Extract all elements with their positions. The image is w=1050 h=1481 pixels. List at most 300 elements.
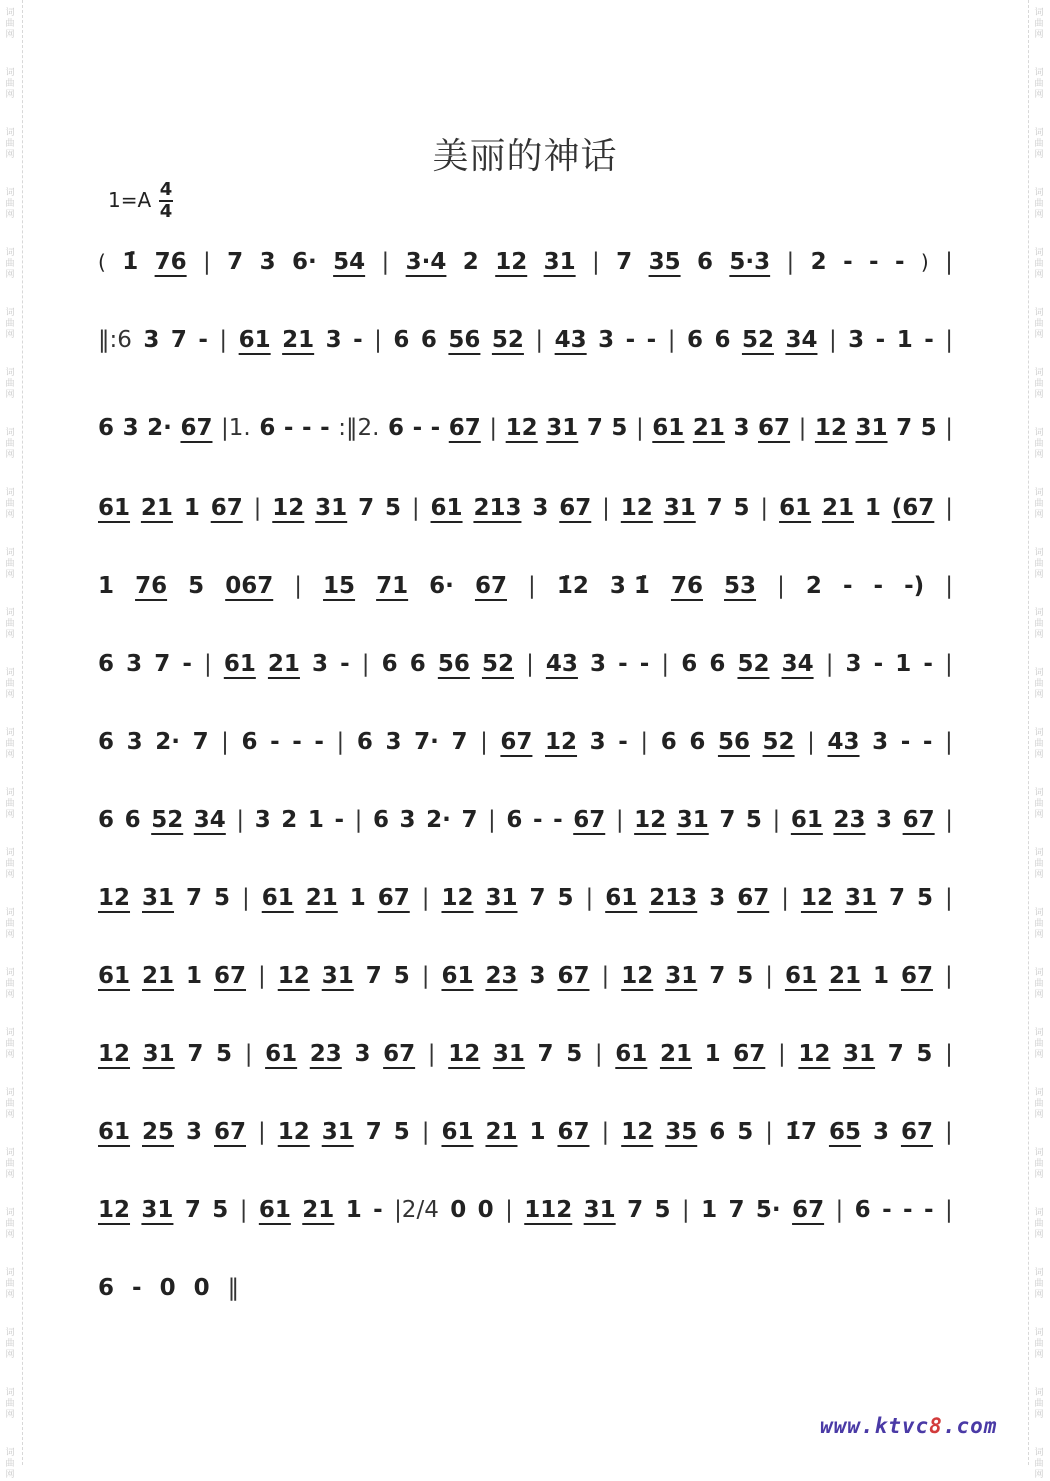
barline: | (239, 1197, 248, 1223)
margin-watermark-glyph: 曲 (1034, 379, 1044, 389)
margin-watermark-glyph: 网 (5, 1290, 15, 1300)
note-token: 5 (654, 1197, 671, 1223)
note-token: 61 (779, 495, 812, 521)
margin-watermark-glyph: 网 (1034, 210, 1044, 220)
note-token: - (842, 573, 853, 599)
margin-watermark-glyph: 网 (1034, 1410, 1044, 1420)
margin-watermark-glyph: 网 (5, 1170, 15, 1180)
note-token: 6 (420, 327, 437, 353)
note-token: 31 (546, 415, 579, 441)
time-signature (158, 180, 174, 222)
note-token: - (873, 651, 884, 677)
note-token: 5 (611, 415, 628, 441)
barline: | (528, 573, 536, 599)
note-token: 54 (333, 249, 366, 275)
note-token: 67 (448, 415, 481, 441)
margin-watermark-glyph: 网 (1034, 450, 1044, 460)
margin-watermark-glyph: 网 (5, 510, 15, 520)
note-token: 5 (916, 1041, 933, 1067)
note-token: - (843, 249, 853, 275)
margin-watermark-glyph: 网 (5, 1050, 15, 1060)
margin-watermark-glyph: 词 (1034, 1448, 1044, 1458)
note-token: 12 (621, 1119, 654, 1145)
margin-watermark-glyph: 曲 (1034, 619, 1044, 629)
barline: | (807, 729, 815, 755)
note-token: 1̇2 (556, 573, 589, 599)
note-token: (67 (891, 495, 935, 521)
note-token: 3 (385, 729, 402, 755)
margin-watermark-glyph: 词 (1034, 548, 1044, 558)
notation-line-13 (98, 1190, 953, 1230)
note-token: 3 (399, 807, 416, 833)
note-token: - (302, 415, 312, 441)
note-token: 6 (387, 415, 404, 441)
note-token: 3 (598, 327, 615, 353)
note-token: 31 (142, 1041, 175, 1067)
notation-line-5 (98, 566, 953, 606)
margin-watermark-glyph: 网 (5, 30, 15, 40)
margin-watermark-glyph: 网 (5, 390, 15, 400)
margin-watermark-glyph: 词 (1034, 488, 1044, 498)
margin-watermark-glyph: 网 (1034, 390, 1044, 400)
note-token: 67 (573, 807, 606, 833)
barline: | (336, 729, 345, 755)
barline: | (381, 249, 390, 275)
barline: | (786, 249, 795, 275)
note-token: 61 (790, 807, 823, 833)
notation-line-6 (98, 644, 953, 684)
note-token: - (639, 651, 650, 677)
note-token: 5 (737, 1119, 754, 1145)
barline: | (945, 729, 953, 755)
note-token: 43 (545, 651, 578, 677)
note-token: 12 (277, 1119, 310, 1145)
note-token: 61 (784, 963, 817, 989)
note-token: 31 (321, 963, 354, 989)
note-token: 61 (430, 495, 463, 521)
margin-watermark-glyph: 网 (5, 270, 15, 280)
note-token: 7 (461, 807, 478, 833)
note-token: - (618, 729, 628, 755)
margin-watermark-glyph: 曲 (1034, 739, 1044, 749)
margin-watermark-glyph: 曲 (1034, 1039, 1044, 1049)
barline: | (480, 729, 488, 755)
margin-watermark-glyph: 词 (5, 1328, 15, 1338)
margin-watermark-glyph: 曲 (5, 1099, 15, 1109)
note-token: 6 (714, 327, 731, 353)
note-token: 7 (719, 807, 736, 833)
note-token: - (314, 729, 324, 755)
margin-watermark-glyph: 网 (5, 90, 15, 100)
note-token: 6 (689, 729, 706, 755)
barline: ‖:6 (98, 327, 132, 353)
note-token: 3 (872, 1119, 889, 1145)
note-token: 12 (634, 807, 667, 833)
note-token: 6 (259, 415, 276, 441)
margin-watermark-glyph: 曲 (1034, 319, 1044, 329)
note-token: 53 (724, 573, 757, 599)
margin-watermark-glyph: 曲 (5, 859, 15, 869)
note-token: 67 (559, 495, 592, 521)
margin-watermark-glyph: 词 (5, 128, 15, 138)
note-token: - (334, 807, 345, 833)
note-token: 5 (920, 415, 937, 441)
margin-watermark-glyph: 曲 (1034, 1219, 1044, 1229)
note-token: 52 (741, 327, 774, 353)
margin-watermark-glyph: 词 (5, 188, 15, 198)
barline: |1. (221, 415, 251, 441)
note-token: 7 (896, 415, 913, 441)
note-token: 6 (124, 807, 141, 833)
barline: | (526, 651, 534, 677)
note-token: 71 (376, 573, 409, 599)
note-token: 56 (448, 327, 481, 353)
note-token: 3·4 (405, 249, 447, 275)
margin-watermark-glyph: 网 (1034, 1350, 1044, 1360)
note-token: 12 (98, 1041, 131, 1067)
note-token: 7 (537, 1041, 554, 1067)
note-token: 6 (241, 729, 258, 755)
margin-watermark-glyph: 网 (5, 1350, 15, 1360)
margin-watermark-glyph: 词 (1034, 728, 1044, 738)
note-token: 3 (872, 729, 889, 755)
margin-watermark-glyph: 词 (5, 1388, 15, 1398)
margin-watermark-glyph: 网 (1034, 1110, 1044, 1120)
note-token: 1 (704, 1041, 721, 1067)
barline: | (777, 1041, 786, 1067)
note-token: -) (904, 573, 925, 599)
margin-watermark-glyph: 网 (5, 570, 15, 580)
margin-watermark-glyph: 词 (5, 728, 15, 738)
note-token: - (412, 415, 423, 441)
margin-watermark-glyph: 曲 (5, 379, 15, 389)
margin-watermark-glyph: 网 (5, 990, 15, 1000)
barline: | (253, 495, 262, 521)
barline: | (361, 651, 370, 677)
barline: | (203, 651, 212, 677)
margin-watermark-glyph: 曲 (1034, 979, 1044, 989)
barline: | (585, 885, 594, 911)
note-token: 6 (506, 807, 523, 833)
note-token: 52 (491, 327, 524, 353)
note-token: 1 (349, 885, 366, 911)
margin-watermark-glyph: 曲 (5, 139, 15, 149)
note-token: - (923, 651, 933, 677)
barline: | (661, 651, 670, 677)
margin-watermark-glyph: 词 (1034, 1328, 1044, 1338)
margin-watermark-glyph: 网 (1034, 570, 1044, 580)
note-token: 31 (843, 1041, 876, 1067)
margin-watermark-glyph: 网 (1034, 1290, 1044, 1300)
margin-watermark-glyph: 词 (5, 908, 15, 918)
note-token: 61 (98, 1119, 131, 1145)
margin-watermark-glyph: 词 (5, 8, 15, 18)
margin-watermark-glyph: 词 (1034, 8, 1044, 18)
note-token: 67 (900, 1119, 933, 1145)
note-token: 0 (193, 1275, 210, 1301)
margin-watermark-glyph: 词 (1034, 428, 1044, 438)
note-token: 5 (393, 1119, 410, 1145)
note-token: 67 (474, 573, 507, 599)
margin-watermark-glyph: 网 (5, 630, 15, 640)
margin-watermark-glyph: 词 (1034, 968, 1044, 978)
note-token: 3 (845, 651, 862, 677)
note-token: 2· (155, 729, 180, 755)
barline: | (236, 807, 245, 833)
note-token: - (353, 327, 363, 353)
note-token: 67 (180, 415, 213, 441)
note-token: 56 (437, 651, 470, 677)
note-token: - (553, 807, 563, 833)
margin-watermark-glyph: 曲 (5, 499, 15, 509)
note-token: ) (920, 250, 929, 274)
note-token: 61 (223, 651, 256, 677)
margin-watermark-glyph: 词 (5, 548, 15, 558)
note-token: 6 (393, 327, 410, 353)
note-token: 67 (383, 1041, 416, 1067)
note-token: 5 (566, 1041, 583, 1067)
barline: | (835, 1197, 844, 1223)
margin-watermark-glyph: 曲 (1034, 499, 1044, 509)
note-token: 61 (261, 885, 294, 911)
note-token: 43 (554, 327, 587, 353)
note-token: 3 (126, 651, 143, 677)
margin-watermark-glyph: 曲 (5, 619, 15, 629)
note-token: 67 (737, 885, 770, 911)
note-token: 21 (305, 885, 338, 911)
note-token: 76 (670, 573, 703, 599)
margin-watermark-glyph: 词 (5, 1268, 15, 1278)
barline: | (765, 963, 773, 989)
note-token: 31 (855, 415, 888, 441)
note-token: 61 (258, 1197, 291, 1223)
note-token: 67 (792, 1197, 825, 1223)
note-token: 12 (441, 885, 474, 911)
note-token: 31 (485, 885, 518, 911)
note-token: 1 (307, 807, 324, 833)
margin-watermark-glyph: 曲 (1034, 199, 1044, 209)
margin-watermark-glyph: 曲 (5, 259, 15, 269)
time-signature-top: 4 (159, 179, 173, 200)
note-token: - (182, 651, 192, 677)
note-token: 0 (450, 1197, 467, 1223)
left-margin-watermark-strip (0, 0, 23, 1480)
note-token: 12 (800, 885, 833, 911)
note-token: 7 (154, 651, 171, 677)
barline: | (615, 807, 624, 833)
note-token: 12 (272, 495, 305, 521)
note-token: 76 (154, 249, 187, 275)
margin-watermark-glyph: 曲 (5, 1279, 15, 1289)
note-token: 12 (277, 963, 310, 989)
notation-line-9 (98, 878, 953, 918)
note-token: 5 (216, 1041, 233, 1067)
margin-watermark-glyph: 网 (1034, 330, 1044, 340)
note-token: 31 (315, 495, 348, 521)
note-token: 6 (98, 415, 115, 441)
note-token: 1 (872, 963, 889, 989)
margin-watermark-glyph: 网 (1034, 1230, 1044, 1240)
margin-watermark-glyph: 词 (1034, 1148, 1044, 1158)
barline: | (825, 651, 834, 677)
margin-watermark-glyph: 网 (5, 1230, 15, 1240)
note-token: 7 (887, 1041, 904, 1067)
barline: | (640, 729, 649, 755)
note-token: 7 (616, 249, 633, 275)
margin-watermark-glyph: 网 (1034, 150, 1044, 160)
note-token: 12 (495, 249, 528, 275)
margin-watermark-glyph: 曲 (5, 1399, 15, 1409)
note-token: 34 (193, 807, 226, 833)
note-token: 21 (821, 495, 854, 521)
note-token: - (873, 573, 884, 599)
note-token: 7 (709, 963, 726, 989)
margin-watermark-glyph: 网 (5, 1410, 15, 1420)
note-token: 5 (737, 963, 754, 989)
barline: | (221, 729, 229, 755)
note-token: - (292, 729, 302, 755)
note-token: 67 (733, 1041, 766, 1067)
note-token: 52 (151, 807, 184, 833)
margin-watermark-glyph: 曲 (5, 319, 15, 329)
note-token: 5 (214, 885, 231, 911)
barline: | (945, 415, 953, 441)
note-token: 3 (122, 415, 139, 441)
note-token: 25 (142, 1119, 175, 1145)
margin-watermark-glyph: 词 (1034, 908, 1044, 918)
site-watermark-accent: 8 (929, 1414, 943, 1438)
note-token: - (132, 1275, 142, 1301)
note-token: - (922, 729, 933, 755)
margin-watermark-glyph: 词 (1034, 1388, 1044, 1398)
note-token: 3 (590, 651, 607, 677)
barline: | (760, 495, 769, 521)
margin-watermark-glyph: 网 (5, 450, 15, 460)
barline: | (219, 327, 228, 353)
margin-watermark-glyph: 网 (1034, 750, 1044, 760)
barline: |2/4 (394, 1197, 439, 1223)
note-token: 67 (377, 885, 410, 911)
note-token: 34 (781, 651, 814, 677)
margin-watermark-glyph: 词 (5, 1208, 15, 1218)
margin-watermark-glyph: 网 (1034, 1050, 1044, 1060)
note-token: 67 (214, 1119, 247, 1145)
note-token: 6 (98, 651, 115, 677)
margin-watermark-glyph: 曲 (5, 79, 15, 89)
margin-watermark-glyph: 曲 (1034, 799, 1044, 809)
note-token: 3 (312, 651, 329, 677)
margin-watermark-glyph: 网 (5, 210, 15, 220)
note-token: 67 (500, 729, 533, 755)
note-token: 5· (755, 1197, 781, 1223)
note-token: - (646, 327, 657, 353)
note-token: 21 (302, 1197, 335, 1223)
barline: | (411, 495, 420, 521)
note-token: - (625, 327, 636, 353)
note-token: 43 (827, 729, 860, 755)
note-token: 61 (441, 1119, 474, 1145)
note-token: 6 (681, 651, 698, 677)
note-token: 067 (225, 573, 274, 599)
site-watermark-suffix: .com (942, 1414, 998, 1438)
note-token: - (894, 249, 905, 275)
barline: | (944, 885, 953, 911)
margin-watermark-glyph: 词 (5, 1148, 15, 1158)
note-token: 12 (620, 495, 653, 521)
note-token: 3 (876, 807, 893, 833)
notation-line-7 (98, 722, 953, 762)
margin-watermark-glyph: 网 (1034, 270, 1044, 280)
margin-watermark-glyph: 词 (1034, 188, 1044, 198)
note-token: 7 (192, 729, 209, 755)
note-token: 6 (854, 1197, 871, 1223)
margin-watermark-glyph: 曲 (5, 799, 15, 809)
barline: | (258, 1119, 266, 1145)
margin-watermark-glyph: 词 (1034, 368, 1044, 378)
note-token: 7 (888, 885, 905, 911)
note-token: - (900, 729, 911, 755)
margin-watermark-glyph: 曲 (5, 1159, 15, 1169)
barline: | (489, 415, 498, 441)
note-token: - (882, 1197, 892, 1223)
note-token: 6 (686, 327, 703, 353)
note-token: 3 (126, 729, 143, 755)
note-token: 67 (214, 963, 247, 989)
note-token: 3 (259, 249, 276, 275)
margin-watermark-glyph: 曲 (1034, 439, 1044, 449)
margin-watermark-glyph: 词 (5, 368, 15, 378)
notation-line-4 (98, 488, 953, 528)
margin-watermark-glyph: 词 (5, 248, 15, 258)
note-token: 31 (676, 807, 709, 833)
margin-watermark-glyph: 词 (5, 1088, 15, 1098)
margin-watermark-glyph: 词 (5, 848, 15, 858)
margin-watermark-glyph: 曲 (5, 1219, 15, 1229)
note-token: 1 (896, 327, 913, 353)
note-token: 31 (142, 885, 175, 911)
barline: | (592, 249, 600, 275)
note-token: - (924, 327, 934, 353)
note-token: 7 (706, 495, 723, 521)
margin-watermark-glyph: 曲 (5, 1339, 15, 1349)
margin-watermark-glyph: 曲 (5, 199, 15, 209)
note-token: 21 (692, 415, 725, 441)
barline: | (635, 415, 644, 441)
note-token: 5·3 (729, 249, 771, 275)
note-token: 12 (621, 963, 654, 989)
margin-watermark-glyph: 词 (5, 1028, 15, 1038)
margin-watermark-glyph: 网 (1034, 870, 1044, 880)
note-token: 3 (254, 807, 271, 833)
note-token: 3 (143, 327, 160, 353)
note-token: 23 (833, 807, 866, 833)
site-watermark (820, 1414, 997, 1438)
note-token: 3 (709, 885, 726, 911)
notation-line-3 (98, 408, 953, 448)
note-token: - (270, 729, 280, 755)
note-token: 6 (696, 249, 713, 275)
margin-watermark-glyph: 网 (5, 690, 15, 700)
note-token: ( (98, 250, 106, 274)
note-token: 7 (529, 885, 546, 911)
note-token: 1 (345, 1197, 362, 1223)
margin-watermark-glyph: 网 (1034, 90, 1044, 100)
barline: | (681, 1197, 690, 1223)
barline: | (258, 963, 266, 989)
note-token: 213 (649, 885, 698, 911)
notation-line-14 (98, 1268, 298, 1308)
note-token: 31 (665, 963, 698, 989)
